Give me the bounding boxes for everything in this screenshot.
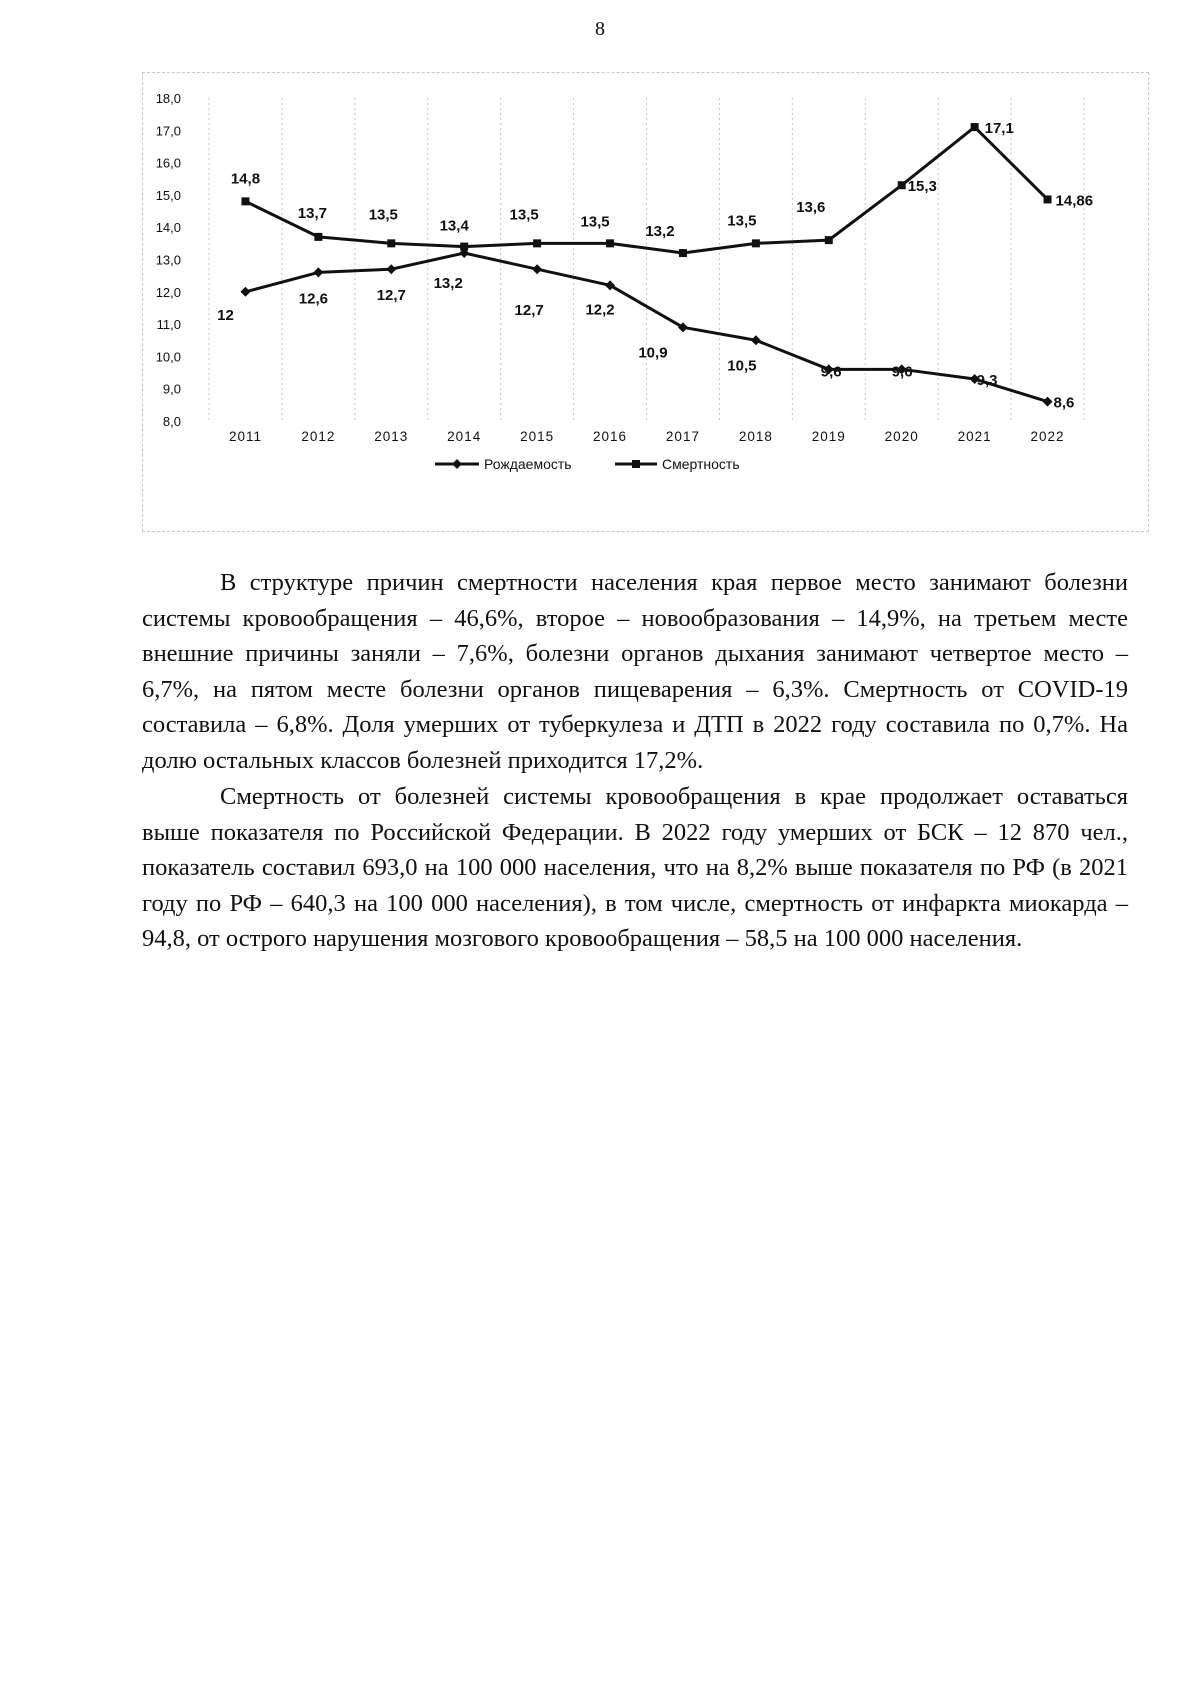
y-tick-label: 17,0 (155, 123, 181, 139)
y-tick-label: 14,0 (155, 220, 181, 236)
birth-rate-data-label: 8,6 (1053, 394, 1075, 412)
mortality-data-label: 13,2 (645, 223, 675, 241)
legend-label-birth-rate: Рождаемость (484, 456, 572, 472)
birth-rate-data-label: 13,2 (433, 275, 463, 293)
y-tick-label: 13,0 (155, 252, 181, 268)
x-tick-label: 2020 (884, 429, 919, 444)
mortality-data-label: 13,5 (727, 212, 757, 230)
chart-svg (143, 73, 1148, 531)
mortality-data-label: 13,7 (297, 204, 327, 222)
x-tick-label: 2021 (957, 429, 992, 444)
x-tick-label: 2013 (374, 429, 409, 444)
body-text (142, 565, 1128, 958)
birth-rate-point (240, 287, 250, 297)
mortality-data-label: 13,5 (368, 206, 398, 224)
birth-rate-data-label: 9,6 (820, 363, 842, 381)
y-tick-label: 11,0 (156, 317, 181, 333)
line-chart (142, 72, 1149, 532)
mortality-data-label: 17,1 (984, 120, 1014, 138)
birth-rate-data-label: 12,2 (585, 301, 615, 319)
birth-rate-data-label: 10,9 (638, 344, 668, 362)
mortality-point (387, 239, 395, 247)
mortality-data-label: 14,8 (230, 170, 261, 188)
legend-marker-birth-rate (452, 459, 462, 469)
page-number: 8 (595, 18, 605, 40)
mortality-point (752, 239, 760, 247)
x-tick-label: 2018 (738, 429, 773, 444)
mortality-data-label: 15,3 (907, 178, 937, 196)
y-tick-label: 16,0 (155, 155, 181, 171)
mortality-point (1044, 195, 1052, 203)
birth-rate-point (1043, 397, 1053, 407)
mortality-point (898, 181, 906, 189)
y-tick-label: 9,0 (162, 381, 181, 397)
mortality-data-label: 13,4 (439, 217, 469, 235)
y-tick-label: 10,0 (155, 349, 181, 365)
legend-label-mortality: Смертность (662, 456, 740, 472)
paragraph-circulatory-mortality: Смертность от болезней системы кровообращения в крае продолжает оставаться выше показателя по Российской Федерации. В 2022 году умерших от БСК – 12 870 чел., показатель составил 693,0 на 100 000 населения, что на 8,2% выше показателя по РФ (в 2021 году по РФ – 640,3 на 100 000 населения), в том числе, смертность от инфаркта миокарда – 94,8, от острого нарушения мозгового кровообращения – 58,5 на 100 000 населения. (142, 783, 1128, 952)
legend-marker-mortality (632, 460, 640, 468)
y-tick-label: 12,0 (155, 284, 181, 300)
x-tick-label: 2022 (1030, 429, 1065, 444)
birth-rate-point (751, 335, 761, 345)
x-tick-label: 2019 (811, 429, 846, 444)
mortality-data-label: 13,6 (796, 199, 826, 217)
mortality-data-label: 13,5 (509, 206, 539, 224)
y-tick-label: 8,0 (162, 414, 181, 429)
x-tick-label: 2012 (301, 429, 336, 444)
mortality-point (971, 123, 979, 131)
x-tick-label: 2017 (665, 429, 700, 444)
birth-rate-point (532, 264, 542, 274)
birth-rate-data-label: 12 (217, 306, 234, 324)
x-tick-label: 2011 (228, 429, 262, 444)
y-tick-label: 18,0 (155, 91, 181, 106)
mortality-point (606, 239, 614, 247)
birth-rate-data-label: 10,5 (727, 357, 757, 375)
mortality-point (679, 249, 687, 257)
mortality-point (241, 197, 249, 205)
birth-rate-data-label: 9,3 (976, 372, 998, 390)
x-tick-label: 2015 (520, 429, 555, 444)
paragraph-mortality-causes: В структуре причин смертности населения края первое место занимают болезни системы кровообращения – 46,6%, второе – новообразования – 14,9%, на третьем месте внешние причины заняли – 7,6%, болезни органов дыхания занимают четвертое место – 6,7%, на пятом месте болезни органов пищеварения – 6,3%. Смертность от COVID-19 составила – 6,8%. Доля умерших от туберкулеза и ДТП в 2022 году составила по 0,7%. На долю остальных классов болезней приходится 17,2%. (142, 569, 1128, 774)
birth-rate-data-label: 9,6 (891, 363, 913, 381)
birth-rate-data-label: 12,7 (376, 287, 406, 305)
mortality-data-label: 13,5 (580, 213, 610, 231)
mortality-point (314, 233, 322, 241)
y-tick-label: 15,0 (155, 187, 181, 203)
mortality-data-label: 14,86 (1055, 192, 1094, 210)
mortality-point (533, 239, 541, 247)
x-tick-label: 2016 (593, 429, 628, 444)
mortality-point (825, 236, 833, 244)
birth-rate-data-label: 12,6 (298, 290, 328, 308)
birth-rate-data-label: 12,7 (514, 302, 544, 320)
birth-rate-point (386, 264, 396, 274)
x-tick-label: 2014 (447, 429, 482, 444)
mortality-point (460, 243, 468, 251)
birth-rate-point (313, 267, 323, 277)
